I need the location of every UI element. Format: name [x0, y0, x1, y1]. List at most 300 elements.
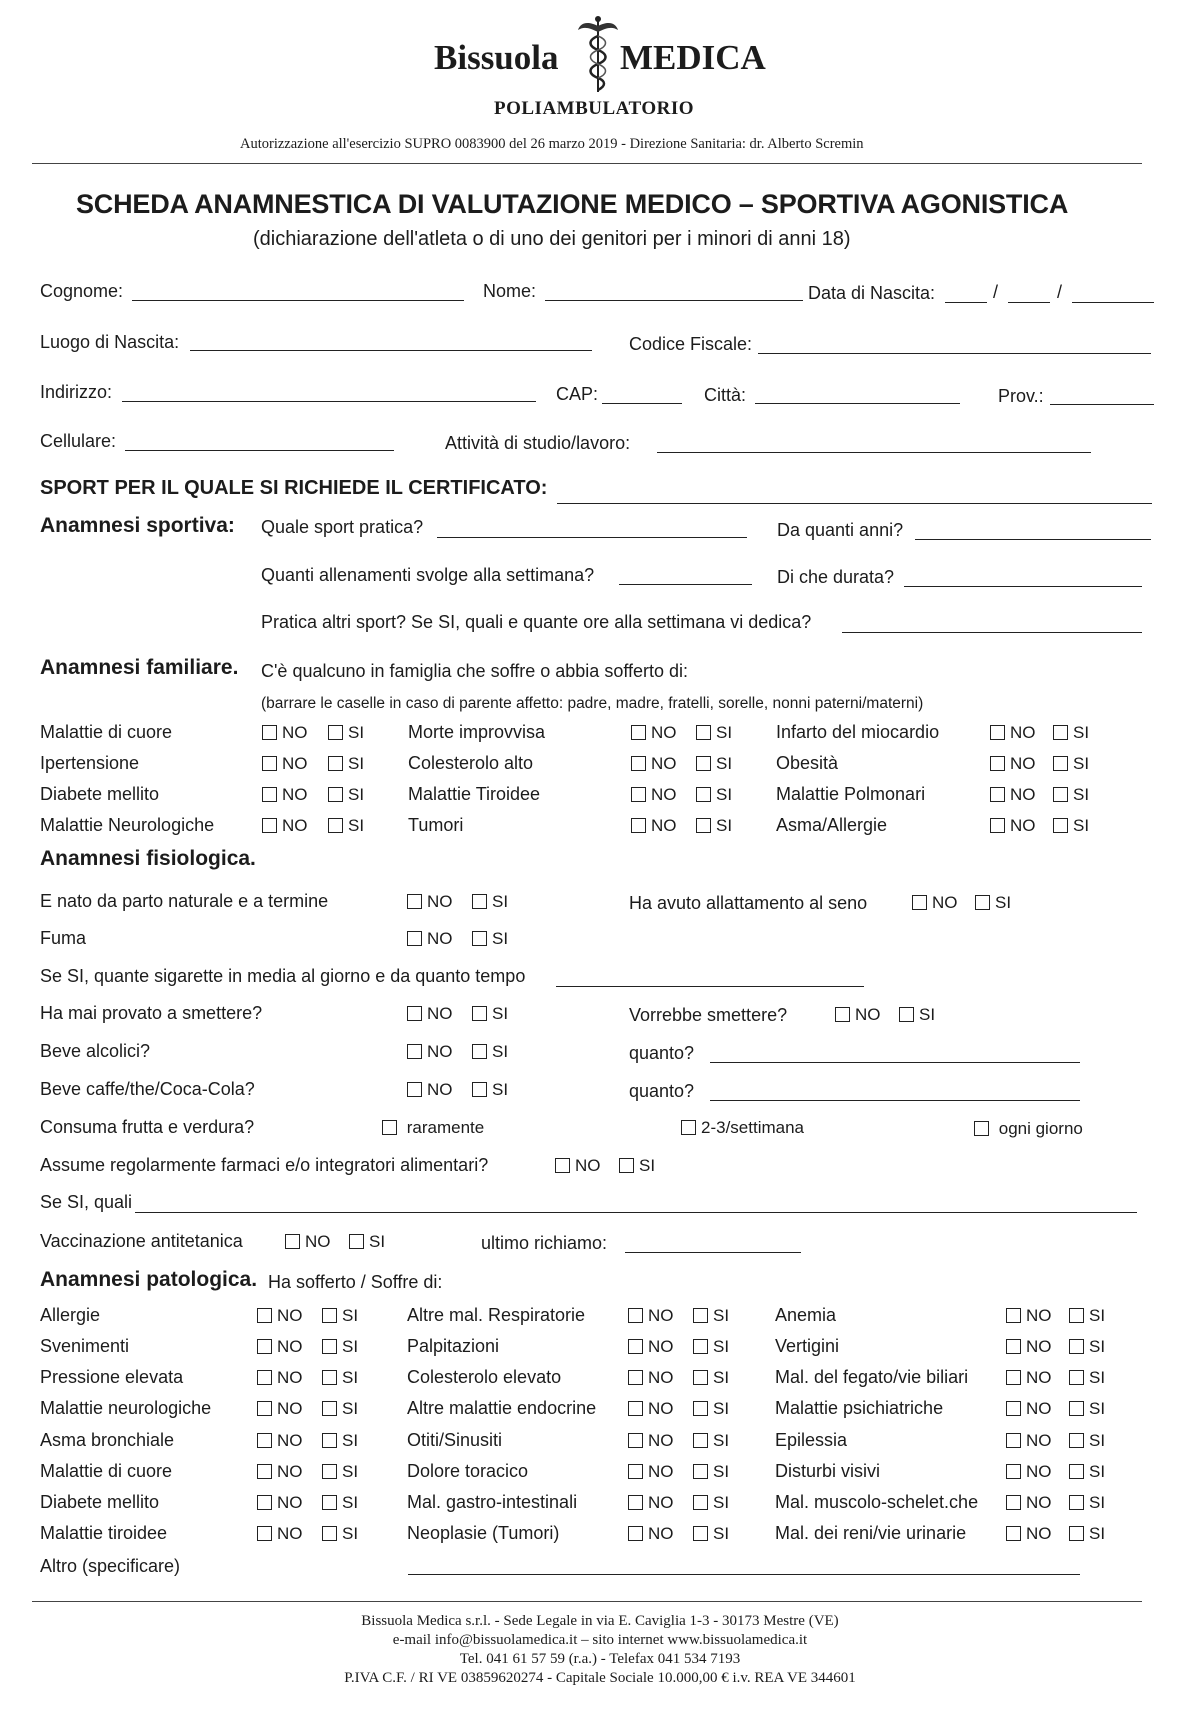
condition-label: Neoplasie (Tumori) — [407, 1523, 560, 1543]
condition-si-option[interactable] — [1053, 816, 1089, 836]
condition-no-option[interactable] — [257, 1337, 303, 1357]
attivita-label: Attività di studio/lavoro: — [445, 433, 631, 453]
si-label: SI — [348, 816, 365, 835]
checkbox-icon[interactable] — [628, 1339, 643, 1354]
condition-si-option[interactable] — [1069, 1462, 1105, 1482]
checkbox-icon[interactable] — [628, 1370, 643, 1385]
condition-si-option[interactable] — [328, 785, 364, 805]
condition-label: Infarto del miocardio — [776, 722, 940, 742]
fuma-label: Fuma — [40, 928, 87, 948]
indirizzo-label: Indirizzo: — [40, 382, 113, 402]
si-label: SI — [492, 1080, 509, 1099]
no-label: NO — [305, 1232, 331, 1251]
si-label: SI — [492, 929, 509, 948]
checkbox-icon[interactable] — [262, 787, 277, 802]
cellulare-field[interactable] — [125, 450, 394, 451]
condition-si-option[interactable] — [693, 1493, 729, 1513]
no-label: NO — [1026, 1524, 1052, 1543]
condition-label: Colesterolo elevato — [407, 1367, 562, 1387]
checkbox-icon[interactable] — [1053, 725, 1068, 740]
familiare-question: C'è qualcuno in famiglia che soffre o abbia sofferto di: — [261, 661, 689, 681]
condition-label: Altre mal. Respiratorie — [407, 1305, 586, 1325]
vorrebbe-no-option[interactable] — [835, 1005, 881, 1025]
parto-no-option[interactable] — [407, 892, 453, 912]
condition-no-option[interactable] — [1006, 1337, 1052, 1357]
checkbox-icon[interactable] — [628, 1401, 643, 1416]
checkbox-icon[interactable] — [696, 756, 711, 771]
condition-label: Asma/Allergie — [776, 815, 888, 835]
si-label: SI — [342, 1462, 359, 1481]
checkbox-icon[interactable] — [1053, 787, 1068, 802]
condition-no-option[interactable] — [1006, 1524, 1052, 1544]
si-label: SI — [1089, 1368, 1106, 1387]
condition-no-option[interactable] — [257, 1431, 303, 1451]
checkbox-icon[interactable] — [322, 1464, 337, 1479]
checkbox-icon[interactable] — [472, 1006, 487, 1021]
checkbox-icon[interactable] — [1069, 1495, 1084, 1510]
condition-label: Malattie di cuore — [40, 1461, 173, 1481]
header-subtitle: POLIAMBULATORIO — [494, 98, 694, 119]
condition-si-option[interactable] — [322, 1524, 358, 1544]
si-label: SI — [713, 1399, 730, 1418]
condition-no-option[interactable] — [628, 1306, 674, 1326]
checkbox-icon[interactable] — [1006, 1401, 1021, 1416]
checkbox-icon[interactable] — [1069, 1401, 1084, 1416]
si-label: SI — [342, 1431, 359, 1450]
checkbox-icon[interactable] — [262, 818, 277, 833]
no-label: NO — [277, 1368, 303, 1387]
condition-no-option[interactable] — [631, 754, 677, 774]
checkbox-icon[interactable] — [693, 1370, 708, 1385]
condition-si-option[interactable] — [322, 1337, 358, 1357]
condition-no-option[interactable] — [262, 785, 308, 805]
checkbox-icon[interactable] — [1006, 1339, 1021, 1354]
patologica-heading: Anamnesi patologica. — [40, 1268, 258, 1291]
checkbox-icon[interactable] — [631, 787, 646, 802]
checkbox-icon[interactable] — [1053, 818, 1068, 833]
caffe-quanto-field[interactable] — [710, 1100, 1080, 1101]
si-label: SI — [369, 1232, 386, 1251]
prov-field[interactable] — [1050, 404, 1154, 405]
checkbox-icon[interactable] — [975, 895, 990, 910]
condition-no-option[interactable] — [262, 816, 308, 836]
condition-no-option[interactable] — [1006, 1306, 1052, 1326]
caffe-label: Beve caffe/the/Coca-Cola? — [40, 1079, 255, 1099]
condition-label: Mal. gastro-intestinali — [407, 1492, 578, 1512]
checkbox-icon[interactable] — [693, 1433, 708, 1448]
checkbox-icon[interactable] — [696, 725, 711, 740]
attivita-field[interactable] — [657, 452, 1091, 453]
condition-no-option[interactable] — [631, 785, 677, 805]
vaccinazione-no-option[interactable] — [285, 1232, 331, 1252]
si-label: SI — [716, 723, 733, 742]
condition-no-option[interactable] — [1006, 1462, 1052, 1482]
condition-label: Vertigini — [775, 1336, 840, 1356]
condition-label: Malattie tiroidee — [40, 1523, 168, 1543]
checkbox-icon[interactable] — [628, 1433, 643, 1448]
codice-fiscale-field[interactable] — [758, 353, 1151, 354]
checkbox-icon[interactable] — [322, 1308, 337, 1323]
alcolici-quanto-field[interactable] — [710, 1062, 1080, 1063]
smettere-label: Ha mai provato a smettere? — [40, 1003, 263, 1023]
checkbox-icon[interactable] — [693, 1308, 708, 1323]
checkbox-icon[interactable] — [696, 818, 711, 833]
checkbox-icon[interactable] — [990, 725, 1005, 740]
no-label: NO — [651, 816, 677, 835]
sportiva-heading: Anamnesi sportiva: — [40, 514, 235, 537]
allenamenti-label: Quanti allenamenti svolge alla settimana? — [261, 565, 595, 585]
checkbox-icon[interactable] — [257, 1464, 272, 1479]
checkbox-icon[interactable] — [407, 1006, 422, 1021]
checkbox-icon[interactable] — [1069, 1308, 1084, 1323]
si-label: SI — [1073, 754, 1090, 773]
vorrebbe-si-option[interactable] — [899, 1005, 935, 1025]
condition-no-option[interactable] — [628, 1337, 674, 1357]
checkbox-icon[interactable] — [1069, 1526, 1084, 1541]
condition-no-option[interactable] — [257, 1368, 303, 1388]
altri-sport-field[interactable] — [842, 632, 1142, 633]
checkbox-icon[interactable] — [472, 1044, 487, 1059]
condition-label: Malattie Polmonari — [776, 784, 926, 804]
condition-si-option[interactable] — [1069, 1493, 1105, 1513]
no-label: NO — [277, 1524, 303, 1543]
condition-si-option[interactable] — [693, 1524, 729, 1544]
cognome-field[interactable] — [132, 300, 464, 301]
condition-si-option[interactable] — [322, 1368, 358, 1388]
condition-no-option[interactable] — [990, 723, 1036, 743]
no-label: NO — [648, 1462, 674, 1481]
checkbox-icon[interactable] — [990, 756, 1005, 771]
checkbox-icon[interactable] — [628, 1464, 643, 1479]
condition-si-option[interactable] — [1053, 723, 1089, 743]
condition-no-option[interactable] — [257, 1462, 303, 1482]
checkbox-icon[interactable] — [693, 1526, 708, 1541]
checkbox-icon[interactable] — [1006, 1433, 1021, 1448]
condition-no-option[interactable] — [1006, 1431, 1052, 1451]
condition-label: Svenimenti — [40, 1336, 130, 1356]
no-label: NO — [648, 1431, 674, 1450]
si-label: SI — [713, 1368, 730, 1387]
checkbox-icon[interactable] — [619, 1158, 634, 1173]
condition-no-option[interactable] — [262, 723, 308, 743]
luogo-nascita-field[interactable] — [190, 350, 592, 351]
checkbox-icon[interactable] — [407, 894, 422, 909]
condition-no-option[interactable] — [257, 1524, 303, 1544]
cellulare-label: Cellulare: — [40, 431, 117, 451]
condition-si-option[interactable] — [693, 1337, 729, 1357]
si-label: SI — [713, 1493, 730, 1512]
no-label: NO — [932, 893, 958, 912]
condition-no-option[interactable] — [628, 1493, 674, 1513]
condition-no-option[interactable] — [1006, 1368, 1052, 1388]
si-label: SI — [1089, 1431, 1106, 1450]
smettere-no-option[interactable] — [407, 1004, 453, 1024]
checkbox-icon[interactable] — [322, 1526, 337, 1541]
alcolici-no-option[interactable] — [407, 1042, 453, 1062]
checkbox-icon[interactable] — [257, 1433, 272, 1448]
condition-si-option[interactable] — [693, 1431, 729, 1451]
condition-si-option[interactable] — [693, 1368, 729, 1388]
checkbox-icon[interactable] — [1006, 1526, 1021, 1541]
vaccinazione-label: Vaccinazione antitetanica — [40, 1231, 243, 1251]
condition-si-option[interactable] — [1069, 1306, 1105, 1326]
condition-no-option[interactable] — [1006, 1399, 1052, 1419]
parto-si-option[interactable] — [472, 892, 508, 912]
condition-si-option[interactable] — [1069, 1337, 1105, 1357]
condition-no-option[interactable] — [257, 1493, 303, 1513]
checkbox-icon[interactable] — [899, 1007, 914, 1022]
checkbox-icon[interactable] — [472, 1082, 487, 1097]
condition-no-option[interactable] — [990, 785, 1036, 805]
vaccinazione-si-option[interactable] — [349, 1232, 385, 1252]
checkbox-icon[interactable] — [322, 1495, 337, 1510]
checkbox-icon[interactable] — [257, 1526, 272, 1541]
familiare-note: (barrare le caselle in caso di parente affetto: padre, madre, fratelli, sorelle, nonni paterni/materni) — [261, 695, 924, 712]
condition-no-option[interactable] — [990, 754, 1036, 774]
durata-field[interactable] — [904, 586, 1142, 587]
si-label: SI — [919, 1005, 936, 1024]
ogni-giorno-label: ogni giorno — [998, 1119, 1083, 1138]
si-label: SI — [342, 1399, 359, 1418]
si-label: SI — [713, 1431, 730, 1450]
condition-si-option[interactable] — [328, 754, 364, 774]
no-label: NO — [1026, 1462, 1052, 1481]
no-label: NO — [277, 1337, 303, 1356]
quali-field[interactable] — [135, 1212, 1137, 1213]
condition-si-option[interactable] — [1069, 1431, 1105, 1451]
no-label: NO — [427, 929, 453, 948]
condition-label: Altre malattie endocrine — [407, 1398, 597, 1418]
fuma-no-option[interactable] — [407, 929, 453, 949]
checkbox-icon[interactable] — [628, 1308, 643, 1323]
sport-field[interactable] — [557, 503, 1152, 504]
farmaci-no-option[interactable] — [555, 1156, 601, 1176]
frutta-ogni-giorno-option[interactable] — [974, 1119, 1083, 1139]
condition-no-option[interactable] — [990, 816, 1036, 836]
checkbox-icon[interactable] — [693, 1339, 708, 1354]
checkbox-icon[interactable] — [328, 725, 343, 740]
checkbox-icon[interactable] — [1006, 1464, 1021, 1479]
condition-si-option[interactable] — [1053, 785, 1089, 805]
condition-si-option[interactable] — [322, 1431, 358, 1451]
richiamo-field[interactable] — [625, 1252, 801, 1253]
birth-year-field[interactable] — [1072, 302, 1154, 303]
si-label: SI — [716, 754, 733, 773]
condition-si-option[interactable] — [693, 1306, 729, 1326]
checkbox-icon[interactable] — [285, 1234, 300, 1249]
condition-no-option[interactable] — [262, 754, 308, 774]
checkbox-icon[interactable] — [382, 1120, 397, 1135]
allattamento-si-option[interactable] — [975, 893, 1011, 913]
si-label: SI — [1089, 1306, 1106, 1325]
citta-field[interactable] — [755, 403, 960, 404]
condition-si-option[interactable] — [322, 1493, 358, 1513]
checkbox-icon[interactable] — [472, 894, 487, 909]
no-label: NO — [427, 892, 453, 911]
no-label: NO — [648, 1493, 674, 1512]
footer-divider — [32, 1601, 1142, 1602]
checkbox-icon[interactable] — [628, 1495, 643, 1510]
checkbox-icon[interactable] — [407, 1044, 422, 1059]
checkbox-icon[interactable] — [835, 1007, 850, 1022]
caffe-si-option[interactable] — [472, 1080, 508, 1100]
cap-label: CAP: — [556, 384, 599, 404]
no-label: NO — [575, 1156, 601, 1175]
checkbox-icon[interactable] — [1053, 756, 1068, 771]
condition-si-option[interactable] — [322, 1306, 358, 1326]
condition-si-option[interactable] — [322, 1462, 358, 1482]
checkbox-icon[interactable] — [1069, 1370, 1084, 1385]
nome-field[interactable] — [545, 300, 803, 301]
checkbox-icon[interactable] — [262, 756, 277, 771]
no-label: NO — [282, 723, 308, 742]
checkbox-icon[interactable] — [912, 895, 927, 910]
si-label: SI — [713, 1462, 730, 1481]
frutta-raramente-option[interactable] — [382, 1118, 484, 1138]
checkbox-icon[interactable] — [696, 787, 711, 802]
checkbox-icon[interactable] — [257, 1401, 272, 1416]
no-label: NO — [277, 1306, 303, 1325]
condition-no-option[interactable] — [628, 1462, 674, 1482]
condition-label: Mal. muscolo-schelet.che — [775, 1492, 979, 1512]
checkbox-icon[interactable] — [681, 1120, 696, 1135]
farmaci-si-option[interactable] — [619, 1156, 655, 1176]
authorization-text: Autorizzazione all'esercizio SUPRO 0083900 del 26 marzo 2019 - Direzione Sanitaria: dr. Alberto Scremin — [240, 136, 864, 152]
checkbox-icon[interactable] — [328, 756, 343, 771]
condition-no-option[interactable] — [257, 1399, 303, 1419]
checkbox-icon[interactable] — [257, 1339, 272, 1354]
checkbox-icon[interactable] — [693, 1464, 708, 1479]
allattamento-no-option[interactable] — [912, 893, 958, 913]
condition-no-option[interactable] — [631, 723, 677, 743]
condition-no-option[interactable] — [257, 1306, 303, 1326]
checkbox-icon[interactable] — [631, 818, 646, 833]
checkbox-icon[interactable] — [693, 1495, 708, 1510]
condition-si-option[interactable] — [328, 723, 364, 743]
checkbox-icon[interactable] — [349, 1234, 364, 1249]
si-label: SI — [492, 1042, 509, 1061]
checkbox-icon[interactable] — [322, 1370, 337, 1385]
date-separator: / — [1057, 282, 1063, 302]
si-label: SI — [342, 1306, 359, 1325]
condition-no-option[interactable] — [1006, 1493, 1052, 1513]
condition-si-option[interactable] — [696, 723, 732, 743]
condition-si-option[interactable] — [693, 1399, 729, 1419]
condition-no-option[interactable] — [628, 1399, 674, 1419]
quali-label: Se SI, quali — [40, 1192, 133, 1212]
indirizzo-field[interactable] — [122, 401, 536, 402]
alcolici-label: Beve alcolici? — [40, 1041, 151, 1061]
checkbox-icon[interactable] — [322, 1339, 337, 1354]
condition-no-option[interactable] — [628, 1431, 674, 1451]
condition-si-option[interactable] — [696, 785, 732, 805]
sigarette-field[interactable] — [556, 986, 864, 987]
checkbox-icon[interactable] — [1006, 1308, 1021, 1323]
checkbox-icon[interactable] — [407, 1082, 422, 1097]
condition-no-option[interactable] — [628, 1524, 674, 1544]
fuma-si-option[interactable] — [472, 929, 508, 949]
altro-field[interactable] — [408, 1574, 1080, 1575]
no-label: NO — [855, 1005, 881, 1024]
checkbox-icon[interactable] — [693, 1401, 708, 1416]
frutta-settimana-option[interactable] — [681, 1118, 804, 1138]
checkbox-icon[interactable] — [555, 1158, 570, 1173]
checkbox-icon[interactable] — [628, 1526, 643, 1541]
da-quanti-anni-label: Da quanti anni? — [777, 520, 904, 540]
checkbox-icon[interactable] — [262, 725, 277, 740]
caffe-no-option[interactable] — [407, 1080, 453, 1100]
checkbox-icon[interactable] — [1069, 1433, 1084, 1448]
condition-label: Malattie psichiatriche — [775, 1398, 944, 1418]
checkbox-icon[interactable] — [322, 1433, 337, 1448]
condition-no-option[interactable] — [631, 816, 677, 836]
condition-no-option[interactable] — [628, 1368, 674, 1388]
quale-sport-label: Quale sport pratica? — [261, 517, 424, 537]
checkbox-icon[interactable] — [257, 1495, 272, 1510]
quale-sport-field[interactable] — [437, 537, 747, 538]
condition-si-option[interactable] — [1069, 1524, 1105, 1544]
da-quanti-anni-field[interactable] — [915, 539, 1151, 540]
frutta-label: Consuma frutta e verdura? — [40, 1117, 255, 1137]
no-label: NO — [427, 1080, 453, 1099]
condition-si-option[interactable] — [1069, 1368, 1105, 1388]
no-label: NO — [648, 1306, 674, 1325]
cognome-label: Cognome: — [40, 281, 124, 301]
checkbox-icon[interactable] — [322, 1401, 337, 1416]
checkbox-icon[interactable] — [1069, 1464, 1084, 1479]
alcolici-si-option[interactable] — [472, 1042, 508, 1062]
no-label: NO — [282, 816, 308, 835]
condition-si-option[interactable] — [1069, 1399, 1105, 1419]
condition-label: Malattie Tiroidee — [408, 784, 541, 804]
checkbox-icon[interactable] — [974, 1121, 989, 1136]
footer-phone: Tel. 041 61 57 59 (r.a.) - Telefax 041 534 7193 — [459, 1651, 741, 1667]
data-nascita-label: Data di Nascita: — [808, 283, 936, 303]
no-label: NO — [648, 1399, 674, 1418]
birth-month-field[interactable] — [1008, 302, 1050, 303]
checkbox-icon[interactable] — [1069, 1339, 1084, 1354]
checkbox-icon[interactable] — [631, 725, 646, 740]
birth-day-field[interactable] — [945, 302, 987, 303]
condition-si-option[interactable] — [322, 1399, 358, 1419]
condition-si-option[interactable] — [1053, 754, 1089, 774]
checkbox-icon[interactable] — [407, 931, 422, 946]
si-label: SI — [713, 1306, 730, 1325]
checkbox-icon[interactable] — [1006, 1370, 1021, 1385]
allenamenti-field[interactable] — [619, 584, 752, 585]
checkbox-icon[interactable] — [990, 787, 1005, 802]
smettere-si-option[interactable] — [472, 1004, 508, 1024]
checkbox-icon[interactable] — [257, 1370, 272, 1385]
checkbox-icon[interactable] — [631, 756, 646, 771]
sigarette-label: Se SI, quante sigarette in media al giorno e da quanto tempo — [40, 966, 526, 986]
altro-label: Altro (specificare) — [40, 1556, 181, 1576]
condition-si-option[interactable] — [328, 816, 364, 836]
condition-si-option[interactable] — [696, 816, 732, 836]
cap-field[interactable] — [602, 403, 682, 404]
condition-si-option[interactable] — [696, 754, 732, 774]
checkbox-icon[interactable] — [990, 818, 1005, 833]
checkbox-icon[interactable] — [1006, 1495, 1021, 1510]
checkbox-icon[interactable] — [472, 931, 487, 946]
checkbox-icon[interactable] — [257, 1308, 272, 1323]
condition-label: Pressione elevata — [40, 1367, 184, 1387]
raramente-label: raramente — [406, 1118, 485, 1137]
checkbox-icon[interactable] — [328, 818, 343, 833]
condition-label: Malattie Neurologiche — [40, 815, 215, 835]
checkbox-icon[interactable] — [328, 787, 343, 802]
condition-si-option[interactable] — [693, 1462, 729, 1482]
